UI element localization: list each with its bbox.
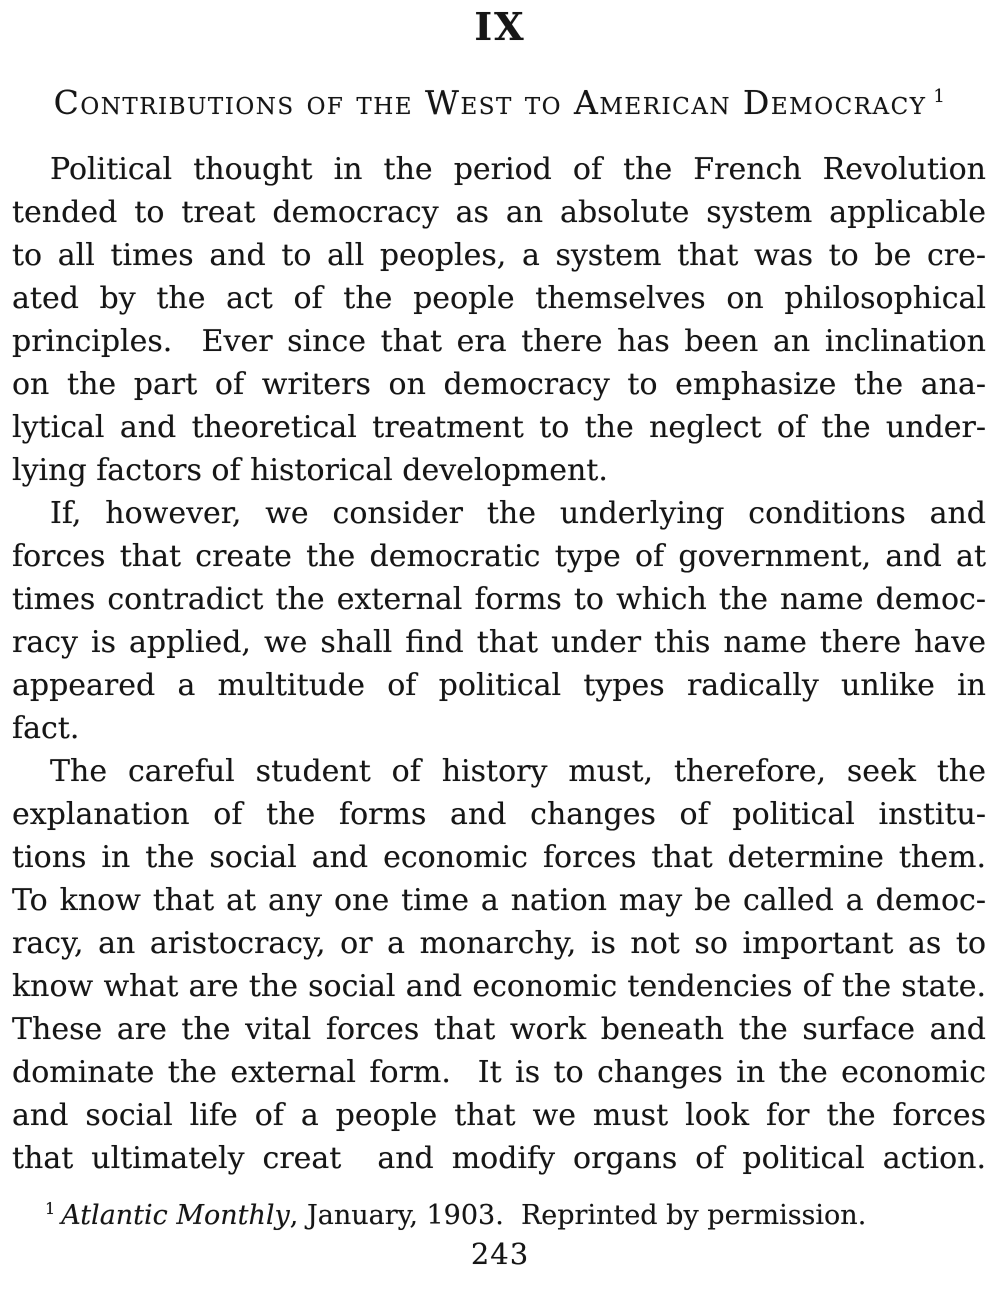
text-line: lying factors of historical development.: [12, 453, 608, 488]
title-footnote-marker: 1: [933, 86, 947, 107]
paragraph: [12, 148, 986, 492]
text-line: to all times and to all peoples, a system that was to be cre-: [12, 238, 986, 273]
paragraph: [12, 492, 986, 750]
text-line: principles. Ever since that era there has been an inclination: [12, 324, 986, 359]
text-line: know what are the social and economic tendencies of the state.: [12, 969, 986, 1004]
text-line: that ultimately creat and modify organs of political action.: [12, 1141, 986, 1176]
text-line: racy is applied, we shall find that under this name there have: [12, 625, 986, 660]
text-line: These are the vital forces that work beneath the surface and: [12, 1012, 986, 1047]
footnote-text: , January, 1903. Reprinted by permission.: [289, 1200, 867, 1231]
text-line: explanation of the forms and changes of political institu-: [12, 797, 986, 832]
text-line: Political thought in the period of the French Revolution: [50, 152, 986, 187]
text-line: To know that at any one time a nation may be called a democ-: [12, 883, 986, 918]
chapter-number: IX: [474, 4, 526, 49]
text-line: dominate the external form. It is to changes in the economic: [12, 1055, 986, 1090]
text-line: The careful student of history must, therefore, seek the: [50, 754, 986, 789]
paragraph: [12, 750, 986, 1180]
text-line: fact.: [12, 711, 80, 746]
footnote: [45, 1192, 986, 1233]
text-line: If, however, we consider the underlying conditions and: [50, 496, 986, 531]
page-number: 243: [470, 1237, 530, 1271]
chapter-heading: [0, 83, 1000, 122]
text-line: racy, an aristocracy, or a monarchy, is not so important as to: [12, 926, 986, 961]
text-line: forces that create the democratic type of government, and at: [12, 539, 986, 574]
chapter-title: Contributions of the West to American Democracy: [53, 83, 927, 122]
text-line: lytical and theoretical treatment to the neglect of the under-: [12, 410, 986, 445]
footnote-marker: 1: [45, 1199, 56, 1218]
footnote-source: Atlantic Monthly: [61, 1200, 290, 1231]
text-line: ated by the act of the people themselves on philosophical: [12, 281, 986, 316]
text-line: and social life of a people that we must look for the forces: [12, 1098, 986, 1133]
text-line: times contradict the external forms to which the name democ-: [12, 582, 986, 617]
text-line: appeared a multitude of political types radically unlike in: [12, 668, 986, 703]
text-line: tended to treat democracy as an absolute system applicable: [12, 195, 986, 230]
body-text: [12, 148, 986, 1180]
text-line: tions in the social and economic forces that determine them.: [12, 840, 986, 875]
text-line: on the part of writers on democracy to emphasize the ana-: [12, 367, 986, 402]
